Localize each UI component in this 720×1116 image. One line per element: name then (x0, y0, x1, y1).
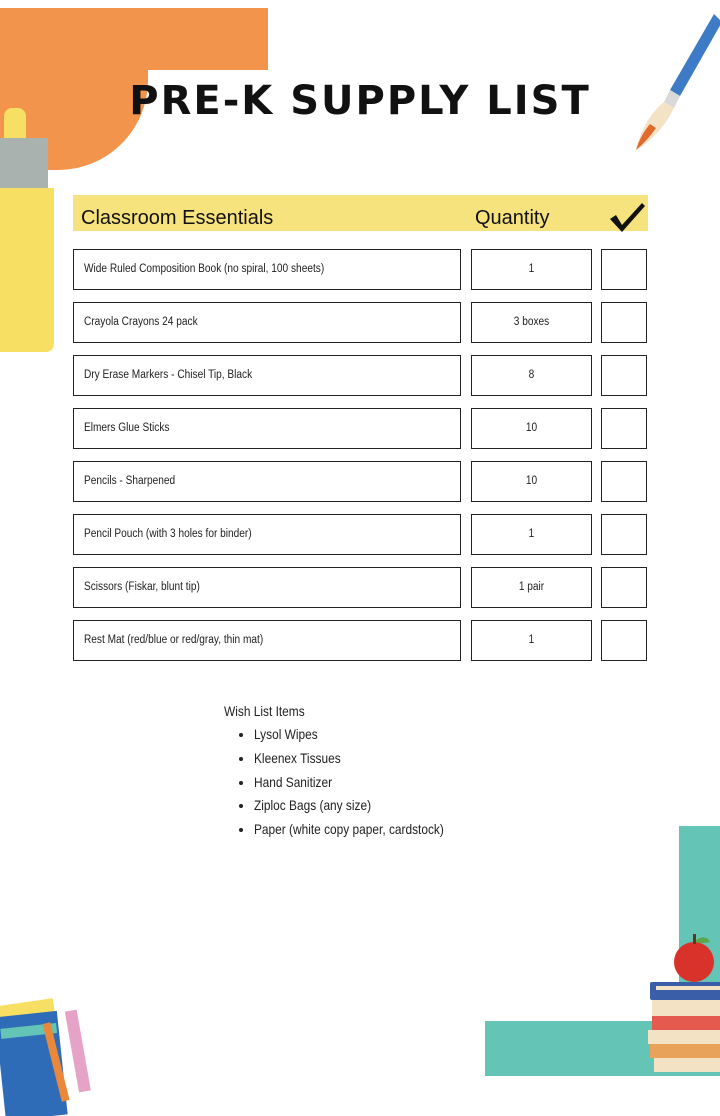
table-row (73, 355, 648, 398)
quantity-cell (471, 355, 592, 396)
check-box[interactable] (601, 461, 647, 502)
item-cell (73, 620, 461, 661)
list-item-text: Paper (white copy paper, cardstock) (254, 821, 444, 838)
check-box[interactable] (601, 408, 647, 449)
item-name: Dry Erase Markers - Chisel Tip, Black (84, 369, 253, 381)
header-quantity: Quantity (475, 207, 550, 229)
item-cell (73, 355, 461, 396)
list-item-text: Hand Sanitizer (254, 773, 333, 790)
list-item-text: Lysol Wipes (254, 726, 318, 742)
checkmark-icon (608, 201, 646, 233)
list-item (254, 818, 477, 842)
item-cell (73, 461, 461, 502)
quantity-cell (471, 514, 592, 555)
item-quantity: 10 (525, 422, 538, 434)
item-cell (73, 514, 461, 555)
list-item-text: Kleenex Tissues (254, 749, 341, 766)
item-cell (73, 302, 461, 343)
quantity-cell (471, 461, 592, 502)
item-name: Elmers Glue Sticks (84, 422, 170, 434)
list-item (254, 794, 477, 818)
check-box[interactable] (601, 355, 647, 396)
item-name: Pencils - Sharpened (84, 475, 176, 487)
table-row (73, 567, 648, 610)
item-cell (73, 567, 461, 608)
table-row (73, 302, 648, 345)
item-cell (73, 408, 461, 449)
list-item (254, 747, 477, 771)
item-name: Wide Ruled Composition Book (no spiral, 100 sheets) (84, 263, 325, 275)
table-row (73, 514, 648, 557)
item-cell (73, 249, 461, 290)
page-title: PRE-K SUPPLY LIST (129, 78, 591, 124)
item-quantity: 3 boxes (513, 316, 550, 328)
quantity-cell (471, 620, 592, 661)
notebooks-icon (0, 992, 100, 1116)
table-header (73, 195, 648, 231)
check-box[interactable] (601, 620, 647, 661)
header-label: Classroom Essentials (81, 207, 274, 229)
item-quantity: 8 (528, 369, 535, 381)
quantity-cell (471, 249, 592, 290)
list-item (254, 723, 477, 747)
item-name: Scissors (Fiskar, blunt tip) (84, 581, 200, 593)
quantity-cell (471, 567, 592, 608)
item-quantity: 10 (525, 475, 538, 487)
list-item-text: Ziploc Bags (any size) (254, 797, 372, 814)
highlighter-icon (0, 188, 54, 352)
table-row (73, 620, 648, 663)
item-quantity: 1 (528, 634, 535, 646)
list-item (254, 771, 477, 795)
item-quantity: 1 pair (518, 581, 545, 593)
item-quantity: 1 (528, 528, 535, 540)
quantity-cell (471, 408, 592, 449)
table-row (73, 461, 648, 504)
check-box[interactable] (601, 514, 647, 555)
books-apple-icon (640, 930, 720, 1076)
quantity-cell (471, 302, 592, 343)
check-box[interactable] (601, 249, 647, 290)
check-box[interactable] (601, 567, 647, 608)
item-name: Crayola Crayons 24 pack (84, 316, 198, 328)
check-box[interactable] (601, 302, 647, 343)
item-name: Pencil Pouch (with 3 holes for binder) (84, 528, 252, 540)
wish-list-items (224, 723, 477, 842)
highlighter-cap (0, 138, 48, 190)
table-row (73, 249, 648, 292)
item-name: Rest Mat (red/blue or red/gray, thin mat) (84, 634, 264, 646)
wish-list-title: Wish List Items (224, 703, 305, 719)
table-row (73, 408, 648, 451)
item-quantity: 1 (528, 263, 535, 275)
wish-list (224, 703, 477, 842)
